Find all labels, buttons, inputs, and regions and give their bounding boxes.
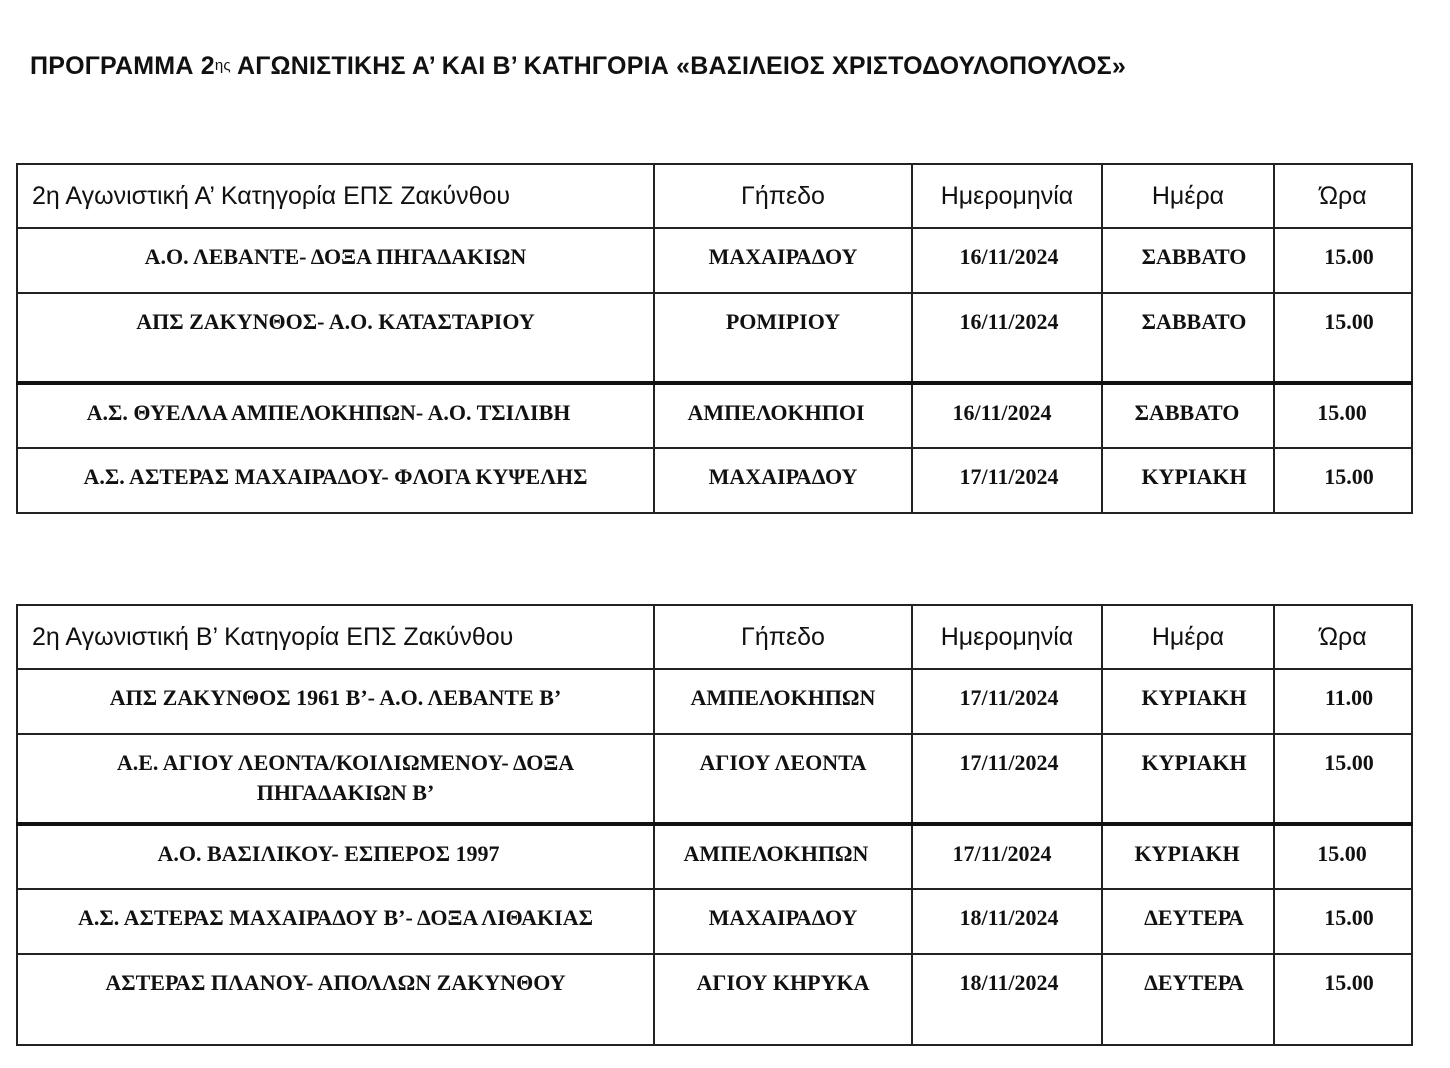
table-row [17,824,1412,889]
title-superscript: ης [214,57,231,74]
header-venue: Γήπεδο [654,605,912,669]
table-row [17,228,1412,293]
page-title [30,52,1126,81]
header-date: Ημερομηνία [912,605,1102,669]
day-cell: ΚΥΡΙΑΚΗ [1102,448,1274,513]
table-header-row [17,605,1412,669]
match-cell: Α.Ο. ΒΑΣΙΛΙΚΟΥ- ΕΣΠΕΡΟΣ 1997 [17,824,654,889]
table-row [17,669,1412,734]
time-cell: 15.00 [1274,448,1412,513]
day-cell: ΣΑΒΒΑΤΟ [1102,228,1274,293]
time-cell: 15.00 [1274,293,1412,383]
table-row [17,954,1412,1045]
table-row [17,293,1412,383]
match-cell: ΑΠΣ ΖΑΚΥΝΘΟΣ 1961 Β’- Α.Ο. ΛΕΒΑΝΤΕ Β’ [17,669,654,734]
table-row [17,734,1412,824]
header-time: Ώρα [1274,164,1412,228]
header-category: 2η Αγωνιστική Β’ Κατηγορία ΕΠΣ Ζακύνθου [17,605,654,669]
table-row [17,448,1412,513]
day-cell: ΚΥΡΙΑΚΗ [1102,824,1274,889]
day-cell: ΚΥΡΙΑΚΗ [1102,734,1274,824]
day-cell: ΔΕΥΤΕΡΑ [1102,954,1274,1045]
date-cell: 17/11/2024 [912,448,1102,513]
match-cell: ΑΣΤΕΡΑΣ ΠΛΑΝΟΥ- ΑΠΟΛΛΩΝ ΖΑΚΥΝΘΟΥ [17,954,654,1045]
venue-cell: ΑΓΙΟΥ ΛΕΟΝΤΑ [654,734,912,824]
match-cell: Α.Σ. ΑΣΤΕΡΑΣ ΜΑΧΑΙΡΑΔΟΥ- ΦΛΟΓΑ ΚΥΨΕΛΗΣ [17,448,654,513]
time-cell: 15.00 [1274,954,1412,1045]
schedule-table-a [16,163,1413,514]
day-cell: ΣΑΒΒΑΤΟ [1102,293,1274,383]
schedule-table-b [16,604,1413,1046]
header-category: 2η Αγωνιστική Α’ Κατηγορία ΕΠΣ Ζακύνθου [17,164,654,228]
match-cell: ΑΠΣ ΖΑΚΥΝΘΟΣ- Α.Ο. ΚΑΤΑΣΤΑΡΙΟΥ [17,293,654,383]
time-cell: 15.00 [1274,889,1412,954]
title-suffix: ΑΓΩΝΙΣΤΙΚΗΣ Α’ ΚΑΙ Β’ ΚΑΤΗΓΟΡΙΑ «ΒΑΣΙΛΕΙΟΣ ΧΡΙΣΤΟΔΟΥΛΟΠΟΥΛΟΣ» [230,52,1126,80]
match-cell: Α.Σ. ΑΣΤΕΡΑΣ ΜΑΧΑΙΡΑΔΟΥ Β’- ΔΟΞΑ ΛΙΘΑΚΙΑΣ [17,889,654,954]
match-cell: Α.Σ. ΘΥΕΛΛΑ ΑΜΠΕΛΟΚΗΠΩΝ- Α.Ο. ΤΣΙΛΙΒΗ [17,383,654,448]
time-cell: 11.00 [1274,669,1412,734]
day-cell: ΔΕΥΤΕΡΑ [1102,889,1274,954]
header-date: Ημερομηνία [912,164,1102,228]
date-cell: 17/11/2024 [912,824,1102,889]
header-day: Ημέρα [1102,605,1274,669]
match-cell: Α.Ο. ΛΕΒΑΝΤΕ- ΔΟΞΑ ΠΗΓΑΔΑΚΙΩΝ [17,228,654,293]
table-row [17,889,1412,954]
date-cell: 16/11/2024 [912,383,1102,448]
time-cell: 15.00 [1274,228,1412,293]
match-cell: Α.Ε. ΑΓΙΟΥ ΛΕΟΝΤΑ/ΚΟΙΛΙΩΜΕΝΟΥ- ΔΟΞΑ ΠΗΓΑΔΑΚΙΩΝ Β’ [17,734,654,824]
time-cell: 15.00 [1274,824,1412,889]
day-cell: ΣΑΒΒΑΤΟ [1102,383,1274,448]
date-cell: 16/11/2024 [912,293,1102,383]
venue-cell: ΜΑΧΑΙΡΑΔΟΥ [654,228,912,293]
header-venue: Γήπεδο [654,164,912,228]
day-cell: ΚΥΡΙΑΚΗ [1102,669,1274,734]
venue-cell: ΡΟΜΙΡΙΟΥ [654,293,912,383]
header-time: Ώρα [1274,605,1412,669]
title-prefix: ΠΡΟΓΡΑΜΜΑ 2 [30,52,215,80]
venue-cell: ΜΑΧΑΙΡΑΔΟΥ [654,889,912,954]
time-cell: 15.00 [1274,383,1412,448]
date-cell: 17/11/2024 [912,669,1102,734]
date-cell: 18/11/2024 [912,889,1102,954]
venue-cell: ΜΑΧΑΙΡΑΔΟΥ [654,448,912,513]
table-header-row [17,164,1412,228]
venue-cell: ΑΜΠΕΛΟΚΗΠΩΝ [654,669,912,734]
date-cell: 17/11/2024 [912,734,1102,824]
date-cell: 16/11/2024 [912,228,1102,293]
header-day: Ημέρα [1102,164,1274,228]
venue-cell: ΑΜΠΕΛΟΚΗΠΟΙ [654,383,912,448]
venue-cell: ΑΜΠΕΛΟΚΗΠΩΝ [654,824,912,889]
venue-cell: ΑΓΙΟΥ ΚΗΡΥΚΑ [654,954,912,1045]
date-cell: 18/11/2024 [912,954,1102,1045]
time-cell: 15.00 [1274,734,1412,824]
table-row [17,383,1412,448]
